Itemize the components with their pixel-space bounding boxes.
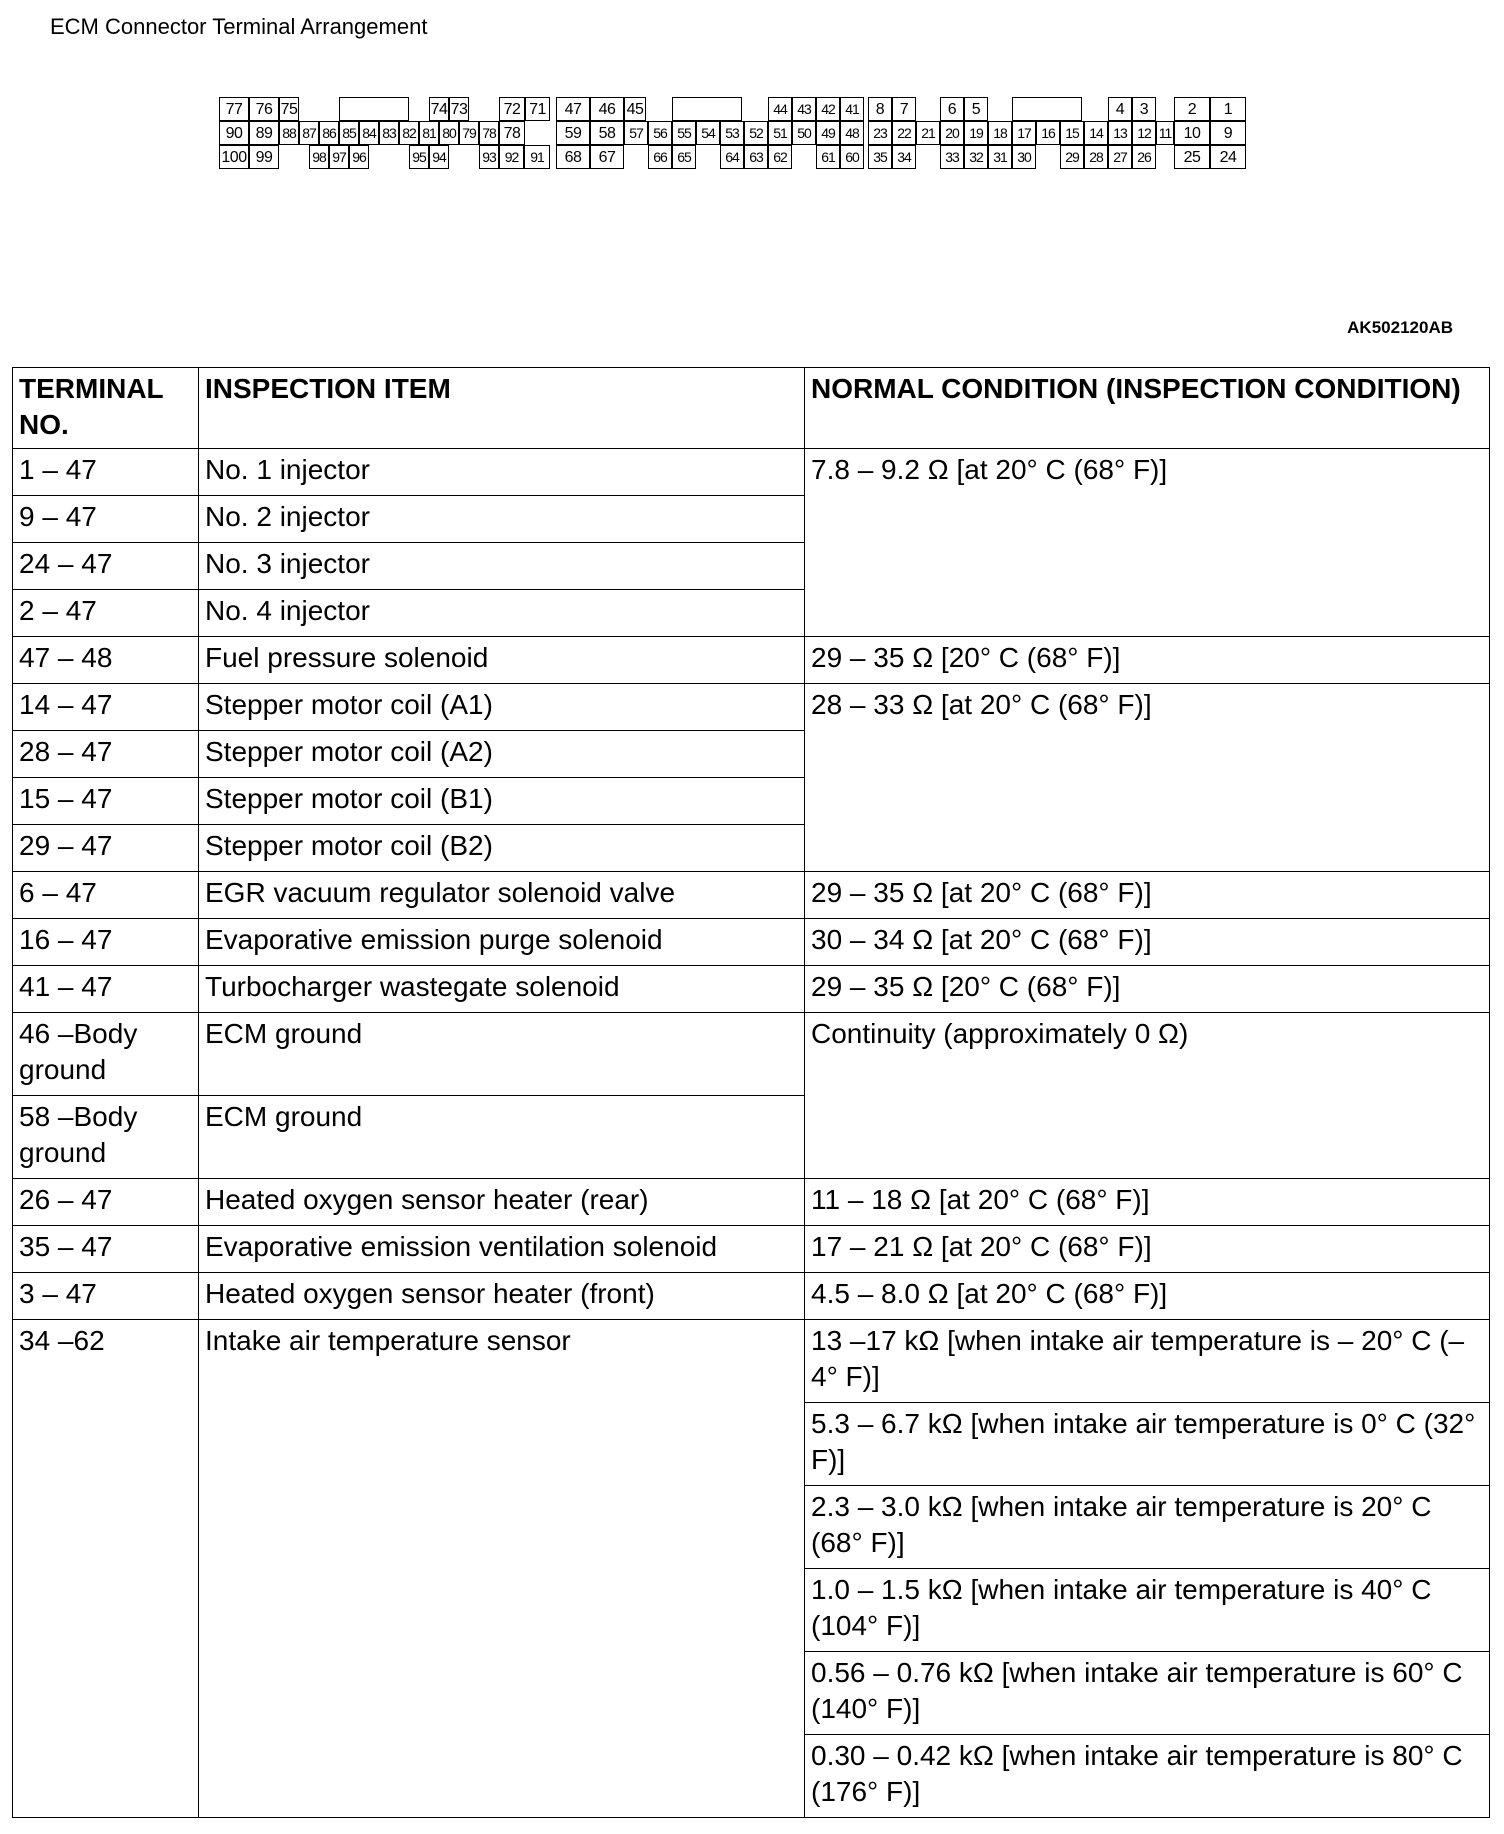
terminal-pin: 91 [524, 145, 550, 169]
connector-row [219, 121, 550, 145]
item-cell: EGR vacuum regulator solenoid valve [199, 872, 805, 919]
terminal-pin: 93 [479, 145, 499, 169]
connector-row [556, 97, 864, 121]
terminal-pin: 46 [590, 97, 624, 121]
connector-row [868, 145, 1246, 169]
terminal-pin: 55 [672, 121, 696, 145]
item-cell: Stepper motor coil (B1) [199, 778, 805, 825]
condition-cell: 29 – 35 Ω [at 20° C (68° F)] [805, 872, 1490, 919]
terminal-pin: 81 [419, 121, 439, 145]
item-cell: Turbocharger wastegate solenoid [199, 966, 805, 1013]
terminal-pin: 80 [439, 121, 459, 145]
item-cell: ECM ground [199, 1096, 805, 1179]
condition-cell: 5.3 – 6.7 kΩ [when intake air temperature is 0° C (32° F)] [805, 1403, 1490, 1486]
terminal-cell: 9 – 47 [13, 496, 199, 543]
terminal-pin: 52 [744, 121, 768, 145]
terminal-cell: 2 – 47 [13, 590, 199, 637]
item-cell: No. 3 injector [199, 543, 805, 590]
terminal-pin: 66 [648, 145, 672, 169]
terminal-pin: 13 [1108, 121, 1132, 145]
inspection-table [12, 367, 1490, 1818]
terminal-pin: 24 [1210, 145, 1246, 169]
connector-row [556, 145, 864, 169]
figure-code: AK502120AB [1347, 318, 1453, 337]
table-row [13, 1013, 1490, 1096]
terminal-pin: 4 [1108, 97, 1132, 121]
terminal-cell: 35 – 47 [13, 1226, 199, 1273]
terminal-cell: 1 – 47 [13, 449, 199, 496]
terminal-pin: 27 [1108, 145, 1132, 169]
terminal-pin: 79 [459, 121, 479, 145]
item-cell: Stepper motor coil (A1) [199, 684, 805, 731]
terminal-pin: 65 [672, 145, 696, 169]
terminal-cell: 26 – 47 [13, 1179, 199, 1226]
terminal-pin: 17 [1012, 121, 1036, 145]
header-inspection-item: INSPECTION ITEM [199, 368, 805, 449]
condition-cell: Continuity (approximately 0 Ω) [805, 1013, 1490, 1179]
terminal-pin: 23 [868, 121, 892, 145]
terminal-pin: 43 [792, 97, 816, 121]
terminal-pin: 28 [1084, 145, 1108, 169]
terminal-pin: 35 [868, 145, 892, 169]
item-cell: Heated oxygen sensor heater (front) [199, 1273, 805, 1320]
connector-key [1012, 97, 1082, 121]
terminal-pin: 2 [1174, 97, 1210, 121]
terminal-pin: 88 [279, 121, 299, 145]
terminal-pin: 90 [219, 121, 249, 145]
terminal-pin: 50 [792, 121, 816, 145]
terminal-cell: 16 – 47 [13, 919, 199, 966]
condition-cell: 1.0 – 1.5 kΩ [when intake air temperature is 40° C (104° F)] [805, 1569, 1490, 1652]
terminal-cell: 58 –Body ground [13, 1096, 199, 1179]
terminal-pin: 32 [964, 145, 988, 169]
item-cell: ECM ground [199, 1013, 805, 1096]
terminal-pin: 29 [1060, 145, 1084, 169]
terminal-pin: 76 [249, 97, 279, 121]
terminal-pin: 26 [1132, 145, 1156, 169]
terminal-pin: 33 [940, 145, 964, 169]
terminal-pin: 49 [816, 121, 840, 145]
connector-key [672, 97, 742, 121]
connector-row [219, 145, 550, 169]
condition-cell: 29 – 35 Ω [20° C (68° F)] [805, 637, 1490, 684]
terminal-pin: 51 [768, 121, 792, 145]
terminal-pin: 21 [916, 121, 940, 145]
terminal-pin: 48 [840, 121, 864, 145]
terminal-pin: 98 [309, 145, 329, 169]
terminal-cell: 47 – 48 [13, 637, 199, 684]
terminal-pin: 34 [892, 145, 916, 169]
item-cell: No. 4 injector [199, 590, 805, 637]
terminal-pin: 92 [499, 145, 524, 169]
diagram-title: ECM Connector Terminal Arrangement [50, 14, 428, 39]
terminal-cell: 46 –Body ground [13, 1013, 199, 1096]
condition-cell: 28 – 33 Ω [at 20° C (68° F)] [805, 684, 1490, 872]
connector-row [556, 121, 864, 145]
condition-cell: 4.5 – 8.0 Ω [at 20° C (68° F)] [805, 1273, 1490, 1320]
terminal-pin: 89 [249, 121, 279, 145]
terminal-pin: 67 [590, 145, 624, 169]
connector-block-left [219, 97, 550, 169]
connector-key [339, 97, 409, 121]
condition-cell: 0.56 – 0.76 kΩ [when intake air temperature is 60° C (140° F)] [805, 1652, 1490, 1735]
terminal-cell: 28 – 47 [13, 731, 199, 778]
terminal-pin: 14 [1084, 121, 1108, 145]
terminal-pin: 78 [479, 121, 499, 145]
terminal-pin: 6 [940, 97, 964, 121]
terminal-pin: 58 [590, 121, 624, 145]
terminal-pin: 8 [868, 97, 892, 121]
terminal-pin: 95 [409, 145, 429, 169]
terminal-pin: 7 [892, 97, 916, 121]
item-cell: Evaporative emission purge solenoid [199, 919, 805, 966]
terminal-pin: 45 [624, 97, 646, 121]
terminal-pin: 64 [720, 145, 744, 169]
terminal-cell: 41 – 47 [13, 966, 199, 1013]
table-row [13, 1179, 1490, 1226]
item-cell: Stepper motor coil (B2) [199, 825, 805, 872]
terminal-pin: 57 [624, 121, 648, 145]
terminal-pin: 99 [249, 145, 279, 169]
terminal-pin: 15 [1060, 121, 1084, 145]
terminal-pin: 30 [1012, 145, 1036, 169]
terminal-pin: 68 [556, 145, 590, 169]
table-row [13, 1273, 1490, 1320]
terminal-pin: 9 [1210, 121, 1246, 145]
header-terminal-no: TERMINAL NO. [13, 368, 199, 449]
table-row [13, 1320, 1490, 1403]
terminal-pin: 77 [219, 97, 249, 121]
table-row [13, 684, 1490, 731]
terminal-pin: 75 [279, 97, 299, 121]
terminal-pin: 53 [720, 121, 744, 145]
terminal-pin: 47 [556, 97, 590, 121]
terminal-pin: 44 [768, 97, 792, 121]
connector-block-right [868, 97, 1246, 169]
terminal-pin: 84 [359, 121, 379, 145]
terminal-pin: 19 [964, 121, 988, 145]
item-cell: Evaporative emission ventilation solenoid [199, 1226, 805, 1273]
condition-cell: 30 – 34 Ω [at 20° C (68° F)] [805, 919, 1490, 966]
table-row [13, 872, 1490, 919]
condition-cell: 13 –17 kΩ [when intake air temperature is – 20° C (– 4° F)] [805, 1320, 1490, 1403]
terminal-cell: 24 – 47 [13, 543, 199, 590]
terminal-pin: 62 [768, 145, 792, 169]
condition-cell: 29 – 35 Ω [20° C (68° F)] [805, 966, 1490, 1013]
terminal-pin: 54 [696, 121, 720, 145]
item-cell: Intake air temperature sensor [199, 1320, 805, 1818]
condition-cell: 11 – 18 Ω [at 20° C (68° F)] [805, 1179, 1490, 1226]
table-header-row [13, 368, 1490, 449]
terminal-cell: 29 – 47 [13, 825, 199, 872]
terminal-pin: 94 [429, 145, 449, 169]
terminal-pin: 20 [940, 121, 964, 145]
terminal-pin: 72 [499, 97, 525, 121]
connector-row [868, 121, 1246, 145]
terminal-pin: 31 [988, 145, 1012, 169]
table-row [13, 637, 1490, 684]
connector-row [868, 97, 1246, 121]
terminal-pin: 18 [988, 121, 1012, 145]
terminal-pin: 25 [1174, 145, 1210, 169]
terminal-pin: 83 [379, 121, 399, 145]
table-row [13, 1226, 1490, 1273]
terminal-pin: 100 [219, 145, 249, 169]
item-cell: Stepper motor coil (A2) [199, 731, 805, 778]
connector-row [219, 97, 550, 121]
terminal-pin: 97 [329, 145, 349, 169]
table-row [13, 449, 1490, 496]
item-cell: Fuel pressure solenoid [199, 637, 805, 684]
terminal-pin: 1 [1210, 97, 1246, 121]
terminal-cell: 3 – 47 [13, 1273, 199, 1320]
terminal-pin: 87 [299, 121, 319, 145]
terminal-pin: 16 [1036, 121, 1060, 145]
terminal-cell: 34 –62 [13, 1320, 199, 1818]
table-row [13, 966, 1490, 1013]
item-cell: No. 1 injector [199, 449, 805, 496]
terminal-pin: 59 [556, 121, 590, 145]
terminal-pin: 74 [429, 97, 449, 121]
item-cell: Heated oxygen sensor heater (rear) [199, 1179, 805, 1226]
terminal-pin: 56 [648, 121, 672, 145]
terminal-cell: 14 – 47 [13, 684, 199, 731]
terminal-pin: 63 [744, 145, 768, 169]
terminal-pin: 22 [892, 121, 916, 145]
terminal-pin: 86 [319, 121, 339, 145]
terminal-pin: 11 [1156, 121, 1174, 145]
terminal-pin: 71 [525, 97, 550, 121]
terminal-pin: 96 [349, 145, 369, 169]
terminal-pin: 42 [816, 97, 840, 121]
terminal-pin-label: 78 [503, 125, 521, 142]
terminal-cell: 6 – 47 [13, 872, 199, 919]
terminal-pin: 10 [1174, 121, 1210, 145]
terminal-pin: 60 [840, 145, 864, 169]
condition-cell: 2.3 – 3.0 kΩ [when intake air temperature is 20° C (68° F)] [805, 1486, 1490, 1569]
terminal-pin: 85 [339, 121, 359, 145]
terminal-pin: 3 [1132, 97, 1156, 121]
header-normal-condition: NORMAL CONDITION (INSPECTION CONDITION) [805, 368, 1490, 449]
item-cell: No. 2 injector [199, 496, 805, 543]
terminal-pin: 5 [964, 97, 988, 121]
terminal-pin: 12 [1132, 121, 1156, 145]
connector-block-middle [556, 97, 864, 169]
terminal-pin [499, 121, 525, 145]
terminal-pin: 82 [399, 121, 419, 145]
terminal-cell: 15 – 47 [13, 778, 199, 825]
condition-cell: 7.8 – 9.2 Ω [at 20° C (68° F)] [805, 449, 1490, 637]
terminal-pin: 73 [449, 97, 469, 121]
terminal-pin: 41 [840, 97, 864, 121]
condition-cell: 0.30 – 0.42 kΩ [when intake air temperature is 80° C (176° F)] [805, 1735, 1490, 1818]
table-row [13, 919, 1490, 966]
terminal-pin: 61 [816, 145, 840, 169]
condition-cell: 17 – 21 Ω [at 20° C (68° F)] [805, 1226, 1490, 1273]
